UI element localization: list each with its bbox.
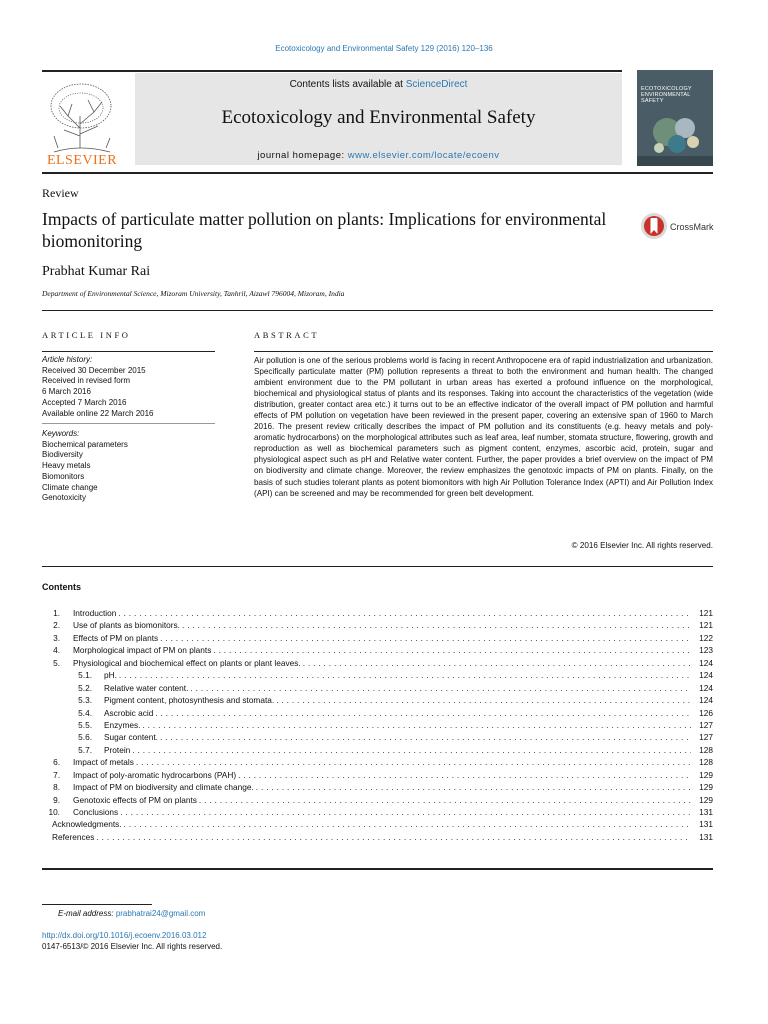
toc-entry[interactable]	[42, 818, 713, 830]
toc-entry-title[interactable]: Introduction	[73, 608, 117, 618]
toc-entry-line	[73, 619, 713, 631]
toc-entry-number: 3.	[53, 632, 60, 643]
contents-bottom-rule	[42, 868, 713, 870]
toc-entry-number: 5.6.	[78, 732, 92, 743]
toc-entry-title[interactable]: Pigment content, photosynthesis and stomata.	[104, 695, 275, 706]
toc-entry-number: 5.	[53, 657, 60, 668]
toc-entry-line	[73, 657, 713, 669]
keyword-item: Climate change	[42, 482, 98, 492]
toc-entry-number: 4.	[53, 645, 60, 656]
cover-art	[637, 70, 713, 166]
toc-entry-line	[52, 831, 713, 843]
toc-entry[interactable]	[42, 682, 713, 694]
toc-leader-dots	[182, 619, 691, 631]
toc-entry-title[interactable]: Ascrobic acid	[104, 707, 154, 718]
toc-entry[interactable]	[42, 644, 713, 656]
toc-entry-line	[104, 669, 713, 681]
toc-entry-line	[73, 769, 713, 781]
email-label: E-mail address:	[58, 909, 114, 918]
toc-entry-page: 124	[699, 682, 713, 693]
toc-entry-number: 9.	[53, 794, 60, 805]
author-affiliation: Department of Environmental Science, Mizoram University, Tanhril, Aizawl 796004, Mizoram, India	[42, 289, 345, 298]
toc-entry-page: 128	[699, 744, 713, 755]
toc-entry-line	[73, 644, 713, 656]
homepage-link[interactable]: www.elsevier.com/locate/ecoenv	[347, 150, 500, 161]
history-label: Article history:	[42, 355, 93, 364]
journal-title: Ecotoxicology and Environmental Safety	[221, 107, 536, 128]
toc-entry-page: 124	[699, 657, 713, 668]
toc-entry-page: 127	[699, 719, 713, 730]
toc-entry[interactable]	[42, 657, 713, 669]
toc-entry[interactable]	[42, 756, 713, 768]
toc-leader-dots	[256, 781, 691, 793]
toc-entry-page: 124	[699, 670, 713, 681]
toc-leader-dots	[120, 806, 691, 818]
contents-available	[135, 79, 622, 90]
toc-entry[interactable]	[42, 781, 713, 793]
toc-entry-number: 5.4.	[78, 707, 92, 718]
toc-entry-title[interactable]: pH.	[104, 670, 117, 681]
toc-entry-page: 124	[699, 695, 713, 706]
toc-entry[interactable]	[42, 769, 713, 781]
toc-entry-line	[104, 744, 713, 756]
toc-entry-number: 5.3.	[78, 695, 92, 706]
toc-entry-title[interactable]: Protein	[104, 744, 131, 755]
keywords-rule	[42, 423, 215, 424]
toc-entry-title[interactable]: Use of plants as biomonitors.	[73, 620, 180, 631]
toc-entry-line	[52, 818, 713, 830]
keywords-label: Keywords:	[42, 429, 80, 438]
contents-top-rule	[42, 566, 713, 567]
toc-leader-dots	[199, 794, 691, 806]
toc-entry-line	[73, 794, 713, 806]
toc-entry-page: 129	[699, 769, 713, 780]
email-link[interactable]: prabhatrai24@gmail.com	[115, 909, 206, 918]
toc-entry-title[interactable]: Sugar content.	[104, 732, 158, 743]
toc-entry[interactable]	[42, 794, 713, 806]
toc-entry[interactable]	[42, 694, 713, 706]
doi-link[interactable]: http://dx.doi.org/10.1016/j.ecoenv.2016.03.012	[42, 931, 207, 940]
toc-leader-dots	[160, 731, 691, 743]
toc-leader-dots	[155, 707, 691, 719]
article-info-heading: ARTICLE INFO	[42, 330, 131, 340]
toc-entry-title[interactable]: Effects of PM on plants	[73, 632, 159, 643]
toc-entry-number: 6.	[53, 757, 60, 768]
toc-entry-number: 2.	[53, 620, 60, 631]
toc-entry-line	[73, 756, 713, 768]
toc-entry-title[interactable]: Impact of metals	[73, 757, 134, 768]
toc-entry-page: 121	[699, 608, 713, 618]
toc-leader-dots	[96, 831, 691, 843]
toc-entry-number: 10.	[48, 807, 60, 817]
keyword-item: Heavy metals	[42, 461, 91, 471]
toc-leader-dots	[119, 669, 691, 681]
toc-entry[interactable]	[42, 669, 713, 681]
toc-entry-title[interactable]: Impact of PM on biodiversity and climate change.	[73, 782, 254, 793]
toc-entry-number: 5.1.	[78, 670, 92, 681]
history-item: Received in revised form	[42, 376, 131, 386]
abstract-text: Air pollution is one of the serious problems world is facing in recent Anthropocene era of rapid industrialization and urbanization. Specifically particulate matter (PM) pollution represents a threat to both the environment and human health. The changed ambient environment due to the PM pollutant in urban areas has exerted a profound influence on the morphological, biochemical and physiological status of plants and its responses. Taking into account the characteristics of the vegetation (wide distribution, greater contact area etc.) it turns out to be an effective indicator of the overall impact of PM pollution and harmful effects of PM pollution on vegetation have been reviewed in the present paper, covering an extensive span of 1960 to March 2016. The present review critically describes the impact of PM pollution and its constituents (e.g. heavy metals and poly-aromatic hydrocarbons) on the morphological attributes such as leaf area, leaf number, stomata structure, flowering, growth and reproduction as well as biochemical parameters such as pigment content, enzymes, ascorbic acid, protein, sugar and physiological aspect such as pH and Relative water content. Further, the paper provides a brief overview on the impact of PM on biodiversity and climate change. Moreover, the review emphasizes the genotoxic impacts of PM on plants. Finally, on the basis of such studies tolerant plants as potent biomonitors with high Air Pollution Tolerance Index (APTI) and Air Pollution Index (API) can be screened and may be recommended for green belt development.	[254, 356, 713, 498]
keyword-item: Genotoxicity	[42, 493, 87, 503]
abstract-rule	[254, 351, 713, 352]
footnote-rule	[42, 904, 152, 905]
crossmark-label: CrossMark	[670, 222, 714, 232]
toc-entry-page: 129	[699, 782, 713, 793]
history-item: Available online 22 March 2016	[42, 408, 154, 418]
toc-entry-title[interactable]: References	[52, 831, 95, 842]
elsevier-tree-icon	[51, 84, 111, 152]
toc-entry-number: 5.2.	[78, 682, 92, 693]
journal-citation[interactable]: Ecotoxicology and Environmental Safety 129 (2016) 120–136	[275, 44, 493, 53]
toc-entry-line	[104, 682, 713, 694]
table-of-contents	[42, 607, 713, 843]
keyword-item: Biomonitors	[42, 471, 85, 481]
toc-entry-page: 128	[699, 757, 713, 768]
article-history	[42, 355, 215, 419]
toc-entry-page: 121	[699, 620, 713, 631]
cover-title: ECOTOXICOLOGY ENVIRONMENTAL SAFETY	[641, 86, 692, 104]
journal-cover	[637, 70, 713, 166]
author-email	[58, 909, 205, 918]
toc-leader-dots	[118, 607, 691, 619]
issn-copyright: 0147-6513/© 2016 Elsevier Inc. All rights reserved.	[42, 942, 223, 951]
section-rule	[42, 310, 713, 311]
toc-entry-number: 5.7.	[78, 744, 92, 755]
toc-entry-line	[73, 806, 713, 818]
keyword-item: Biochemical parameters	[42, 439, 128, 449]
toc-entry-page: 126	[699, 707, 713, 718]
author-name: Prabhat Kumar Rai	[42, 264, 151, 279]
crossmark-badge[interactable]	[640, 210, 716, 244]
toc-entry[interactable]	[42, 619, 713, 631]
toc-entry-page: 122	[699, 632, 713, 643]
header-top-rule	[42, 70, 622, 72]
toc-entry-page: 131	[699, 819, 713, 830]
toc-entry-page: 129	[699, 794, 713, 805]
keywords	[42, 429, 215, 504]
toc-entry-page: 131	[699, 831, 713, 842]
elsevier-logo	[40, 76, 124, 170]
toc-entry-page: 131	[699, 807, 713, 817]
toc-entry[interactable]	[42, 831, 713, 843]
toc-entry-title[interactable]: Morphological impact of PM on plants	[73, 645, 212, 656]
homepage-label: journal homepage:	[257, 150, 348, 161]
toc-entry-title[interactable]: Impact of poly-aromatic hydrocarbons (PAH)	[73, 769, 237, 780]
toc-entry-number: 7.	[53, 769, 60, 780]
abstract-copyright: © 2016 Elsevier Inc. All rights reserved.	[571, 541, 713, 550]
toc-entry-page: 127	[699, 732, 713, 743]
contents-available-prefix: Contents lists available at	[289, 79, 406, 90]
toc-leader-dots	[190, 682, 691, 694]
toc-entry-number: 8.	[53, 782, 60, 793]
article-type: Review	[42, 186, 79, 200]
toc-leader-dots	[124, 818, 691, 830]
toc-entry-page: 123	[699, 645, 713, 656]
history-item: Received 30 December 2015	[42, 365, 146, 375]
toc-entry-line	[104, 694, 713, 706]
toc-leader-dots	[238, 769, 691, 781]
toc-entry[interactable]	[42, 607, 713, 619]
toc-entry-title[interactable]: Acknowledgments.	[52, 819, 122, 830]
toc-entry[interactable]	[42, 632, 713, 644]
toc-entry[interactable]	[42, 806, 713, 818]
sciencedirect-link[interactable]: ScienceDirect	[405, 79, 468, 90]
crossmark-icon	[640, 210, 668, 244]
toc-entry-line	[73, 607, 713, 619]
toc-entry-number: 1.	[53, 608, 60, 618]
toc-entry-title[interactable]: Genotoxic effects of PM on plants	[73, 794, 197, 805]
toc-leader-dots	[136, 756, 691, 768]
toc-entry-line	[104, 719, 713, 731]
toc-leader-dots	[276, 694, 691, 706]
abstract-heading: ABSTRACT	[254, 330, 320, 340]
toc-entry-line	[73, 632, 713, 644]
toc-leader-dots	[132, 744, 691, 756]
toc-leader-dots	[160, 632, 691, 644]
contents-heading: Contents	[42, 582, 81, 592]
toc-leader-dots	[303, 657, 691, 669]
article-title: Impacts of particulate matter pollution on plants: Implications for environmental biomonitoring	[42, 209, 607, 251]
keyword-item: Biodiversity	[42, 450, 83, 460]
toc-entry-title[interactable]: Conclusions	[73, 807, 119, 817]
toc-leader-dots	[142, 719, 691, 731]
toc-entry-title[interactable]: Physiological and biochemical effect on plants or plant leaves.	[73, 657, 301, 668]
toc-entry[interactable]	[42, 719, 713, 731]
toc-entry-number: 5.5.	[78, 719, 92, 730]
toc-entry-line	[73, 781, 713, 793]
toc-entry-line	[104, 707, 713, 719]
elsevier-wordmark: ELSEVIER	[46, 153, 118, 168]
toc-entry-title[interactable]: Enzymes.	[104, 719, 141, 730]
toc-entry-title[interactable]: Relative water content.	[104, 682, 189, 693]
toc-entry-line	[104, 731, 713, 743]
history-item: 6 March 2016	[42, 387, 91, 397]
history-item: Accepted 7 March 2016	[42, 397, 127, 407]
toc-entry[interactable]	[42, 707, 713, 719]
header-bottom-rule	[42, 172, 713, 174]
journal-homepage	[135, 150, 622, 161]
toc-leader-dots	[213, 644, 691, 656]
toc-entry[interactable]	[42, 731, 713, 743]
article-info-rule	[42, 351, 215, 352]
toc-entry[interactable]	[42, 744, 713, 756]
